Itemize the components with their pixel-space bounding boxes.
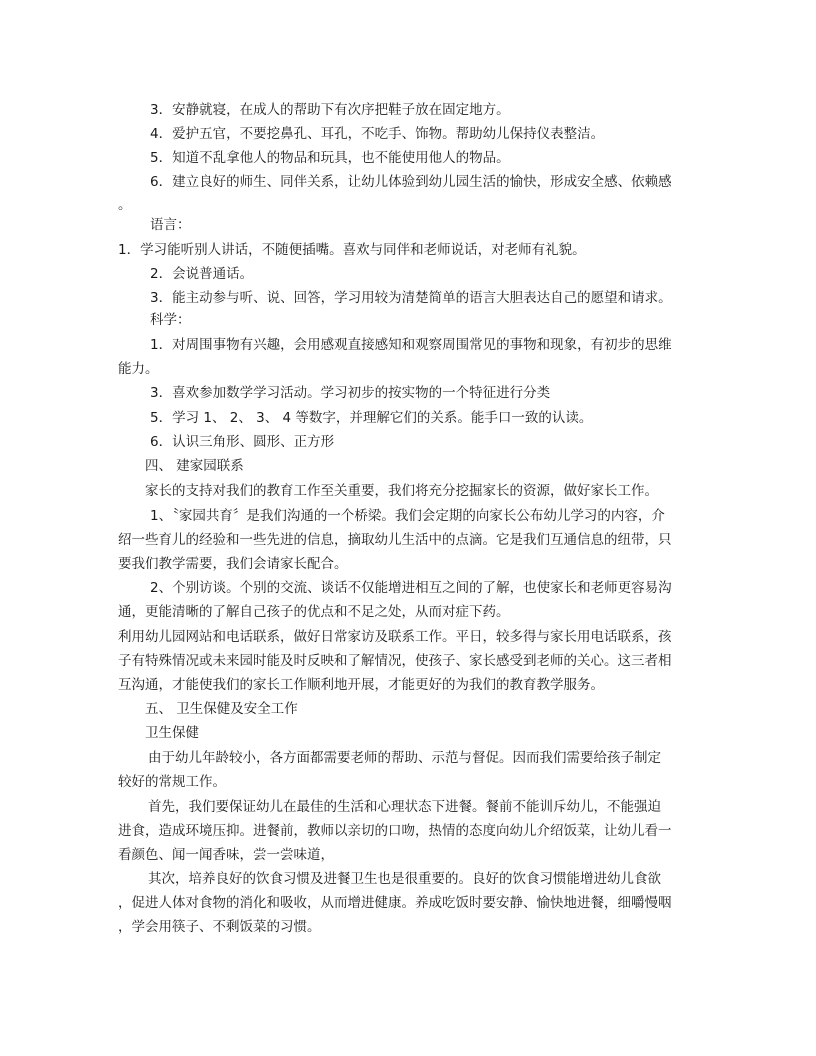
text-line: 1．学习能听别人讲话，不随便插嘴。喜欢与同伴和老师说话，对老师有礼貌。 (118, 242, 586, 258)
text-line: ，促进人体对食物的消化和吸收，从而增进健康。养成吃饭时要安静、愉快地进餐，细嚼慢咽 (118, 895, 672, 911)
text-line: 。 (118, 197, 132, 213)
section-heading: 科学： (150, 312, 191, 328)
section-heading: 卫生保健 (145, 725, 199, 741)
text-line: ，学会用筷子、不剩饭菜的习惯。 (118, 919, 321, 935)
text-line: 由于幼儿年龄较小，各方面都需要老师的帮助、示范与督促。因而我们需要给孩子制定 (148, 750, 661, 766)
text-line: 其次，培养良好的饮食习惯及进餐卫生也是很重要的。良好的饮食习惯能增进幼儿食欲 (148, 871, 661, 887)
text-line: 4．爱护五官，不要挖鼻孔、耳孔，不吃手、饰物。帮助幼儿保持仪表整洁。 (150, 126, 605, 142)
section-heading: 四、 建家园联系 (145, 458, 244, 474)
section-heading: 五、 卫生保健及安全工作 (145, 701, 298, 717)
text-line: 家长的支持对我们的教育工作至关重要，我们将充分挖掘家长的资源，做好家长工作。 (145, 483, 658, 499)
text-line: 要我们教学需要，我们会请家长配合。 (118, 556, 348, 572)
text-line: 通，更能清晰的了解自己孩子的优点和不足之处，从而对症下药。 (118, 604, 510, 620)
text-line: 较好的常规工作。 (118, 774, 226, 790)
text-line: 首先，我们要保证幼儿在最佳的生活和心理状态下进餐。餐前不能训斥幼儿，不能强迫 (148, 799, 661, 815)
text-line: 互沟通，才能使我们的家长工作顺利地开展，才能更好的为我们的教育教学服务。 (118, 677, 604, 693)
text-line: 6．认识三角形、圆形、正方形 (150, 434, 335, 450)
text-line: 1、〝家园共育〞是我们沟通的一个桥梁。我们会定期的向家长公布幼儿学习的内容，介 (150, 508, 665, 524)
text-line: 5．知道不乱拿他人的物品和玩具，也不能使用他人的物品。 (150, 150, 510, 166)
text-line: 2、个别访谈。个别的交流、谈话不仅能增进相互之间的了解，也使家长和老师更容易沟 (150, 580, 672, 596)
text-line: 5．学习 1、 2、 3、 4 等数字，并理解它们的关系。能手口一致的认读。 (150, 410, 593, 426)
text-line: 6．建立良好的师生、同伴关系，让幼儿体验到幼儿园生活的愉快，形成安全感、依赖感 (150, 174, 672, 190)
section-heading: 语言： (150, 217, 191, 233)
text-line: 看颜色、闻一闻香味，尝一尝味道， (118, 847, 334, 863)
text-line: 利用幼儿园网站和电话联系，做好日常家访及联系工作。平日，较多得与家长用电话联系，孩 (118, 629, 672, 645)
text-line: 3．安静就寝，在成人的帮助下有次序把鞋子放在固定地方。 (150, 102, 510, 118)
text-line: 能力。 (118, 361, 159, 377)
text-line: 3．能主动参与听、说、回答，学习用较为清楚简单的语言大胆表达自己的愿望和请求。 (150, 290, 672, 306)
text-line: 3．喜欢参加数学学习活动。学习初步的按实物的一个特征进行分类 (150, 385, 551, 401)
text-line: 子有特殊情况或未来园时能及时反映和了解情况，使孩子、家长感受到老师的关心。这三者相 (118, 653, 672, 669)
text-line: 绍一些育儿的经验和一些先进的信息，摘取幼儿生活中的点滴。它是我们互通信息的纽带，只 (118, 532, 672, 548)
text-line: 进食，造成环境压抑。进餐前，教师以亲切的口吻，热情的态度向幼儿介绍饭菜，让幼儿看一 (118, 823, 672, 839)
text-line: 2．会说普通话。 (150, 266, 254, 282)
text-line: 1．对周围事物有兴趣，会用感观直接感知和观察周围常见的事物和现象，有初步的思维 (150, 337, 672, 353)
